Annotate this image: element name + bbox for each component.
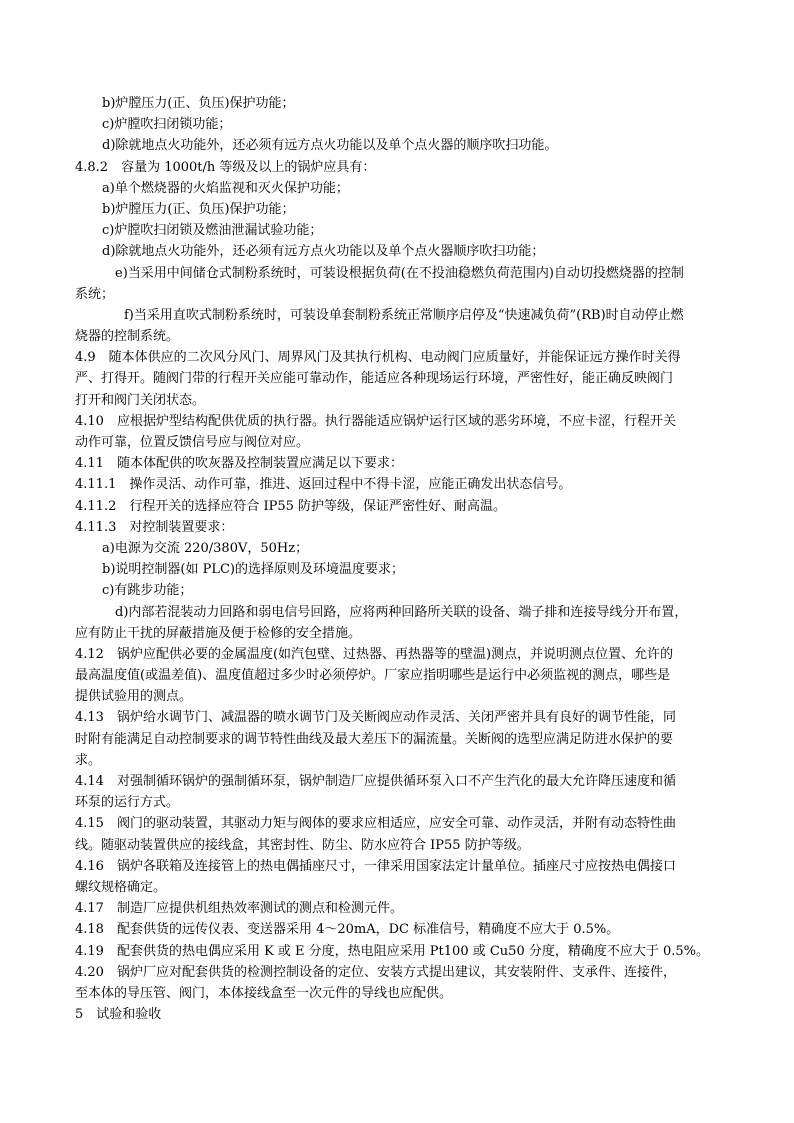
- text-line: 4.19 配套供货的热电偶应采用 K 或 E 分度，热电阻应采用 Pt100 或 Cu50 分度，精确度不应大于 0.5%。: [75, 943, 710, 959]
- text-line: 求。: [75, 752, 102, 768]
- text-line: 4.11 随本体配供的吹灰器及控制装置应满足以下要求：: [75, 456, 403, 472]
- text-line: 时附有能满足自动控制要求的调节特性曲线及最大差压下的漏流量。关断阀的选型应满足防进水保护的要: [75, 731, 674, 747]
- text-line: 线。随驱动装置供应的接线盒，其密封性、防尘、防水应符合 IP55 防护等级。: [75, 837, 530, 853]
- text-line: 最高温度值(或温差值)、温度值超过多少时必须停炉。厂家应指明哪些是运行中必须监视的测点，哪些是: [75, 668, 671, 684]
- text-line: 5 试验和验收: [75, 1007, 162, 1023]
- text-line: a)单个燃烧器的火焰监视和灭火保护功能；: [102, 180, 349, 196]
- document-body: [75, 93, 720, 1025]
- text-line: 4.15 阀门的驱动装置，其驱动力矩与阀体的要求应相适应，应安全可靠、动作灵活，并附有动态特性曲: [75, 816, 676, 832]
- text-line: 系统；: [75, 286, 115, 302]
- text-line: 4.14 对强制循环锅炉的强制循环泵，锅炉制造厂应提供循环泵入口不产生汽化的最大允许降压速度和循: [75, 774, 676, 789]
- text-line: 4.10 应根据炉型结构配供优质的执行器。执行器能适应锅炉运行区域的恶劣环境，不应卡涩，行程开关: [75, 413, 676, 429]
- text-line: c)炉膛吹扫闭锁及燃油泄漏试验功能；: [102, 223, 323, 239]
- text-line: 至本体的导压管、阀门，本体接线盒至一次元件的导线也应配供。: [75, 985, 453, 1001]
- text-line: c)有跳步功能；: [102, 583, 193, 599]
- text-line: 烧器的控制系统。: [75, 329, 180, 345]
- text-line: d)内部若混装动力回路和弱电信号回路，应将两种回路所关联的设备、端子排和连接导线分开布置，: [115, 604, 688, 620]
- text-line: 4.20 锅炉厂应对配套供货的检测控制设备的定位、安装方式提出建议，其安装附件、支承件、连接件，: [75, 964, 676, 980]
- text-line: 提供试验用的测点。: [75, 689, 193, 705]
- text-line: b)炉膛压力(正、负压)保护功能；: [102, 201, 295, 217]
- text-line: 4.17 制造厂应提供机组热效率测试的测点和检测元件。: [75, 901, 403, 917]
- text-line: c)炉膛吹扫闭锁功能；: [102, 117, 232, 133]
- text-line: 螺纹规格确定。: [75, 879, 167, 895]
- text-line: b)炉膛压力(正、负压)保护功能；: [102, 96, 295, 111]
- text-line: 4.16 锅炉各联箱及连接管上的热电偶插座尺寸，一律采用国家法定计量单位。插座尺寸应按热电偶接口: [75, 858, 676, 874]
- text-line: 严、打得开。随阀门带的行程开关应能可靠动作，能适应各种现场运行环境，严密性好，能正确反映阀门: [75, 371, 674, 387]
- text-line: 4.11.3 对控制装置要求：: [75, 519, 234, 535]
- text-line: 4.9 随本体供应的二次风分风门、周界风门及其执行机构、电动阀门应质量好，并能保证远方操作时关得: [75, 350, 681, 366]
- text-line: 4.13 锅炉给水调节门、减温器的喷水调节门及关断阀应动作灵活、关闭严密并具有良好的调节性能，同: [75, 710, 676, 726]
- text-line: d)除就地点火功能外，还必须有远方点火功能以及单个点火器顺序吹扫功能；: [102, 244, 545, 260]
- text-line: a)电源为交流 220/380V，50Hz；: [102, 540, 309, 556]
- text-line: b)说明控制器(如 PLC)的选择原则及环境温度要求；: [102, 562, 404, 578]
- text-line: 4.11.2 行程开关的选择应符合 IP55 防护等级，保证严密性好、耐高温。: [75, 498, 507, 514]
- text-line: 4.12 锅炉应配供必要的金属温度(如汽包壁、过热器、再热器等的壁温)测点，并说明测点位置、允许的: [75, 646, 674, 662]
- text-line: e)当采用中间储仓式制粉系统时，可装设根据负荷(在不投油稳燃负荷范围内)自动切投燃烧器的控制: [115, 265, 684, 281]
- text-line: 打开和阀门关闭状态。: [75, 392, 206, 408]
- text-line: 4.8.2 容量为 1000t/h 等级及以上的锅炉应具有：: [75, 159, 376, 175]
- text-line: f)当采用直吹式制粉系统时，可装设单套制粉系统正常顺序启停及“快速减负荷”(RB)时自动停止燃: [124, 307, 684, 323]
- text-line: 环泵的运行方式。: [75, 795, 180, 811]
- text-line: d)除就地点火功能外，还必须有远方点火功能以及单个点火器的顺序吹扫功能。: [102, 138, 558, 154]
- text-line: 4.11.1 操作灵活、动作可靠，推进、返回过程中不得卡涩，应能正确发出状态信号。: [75, 477, 572, 493]
- text-line: 4.18 配套供货的远传仪表、变送器采用 4～20mA，DC 标准信号，精确度不应大于 0.5%。: [75, 922, 620, 938]
- text-line: 动作可靠，位置反馈信号应与阀位对应。: [75, 435, 310, 450]
- text-line: 应有防止干扰的屏蔽措施及便于检修的安全措施。: [75, 625, 362, 641]
